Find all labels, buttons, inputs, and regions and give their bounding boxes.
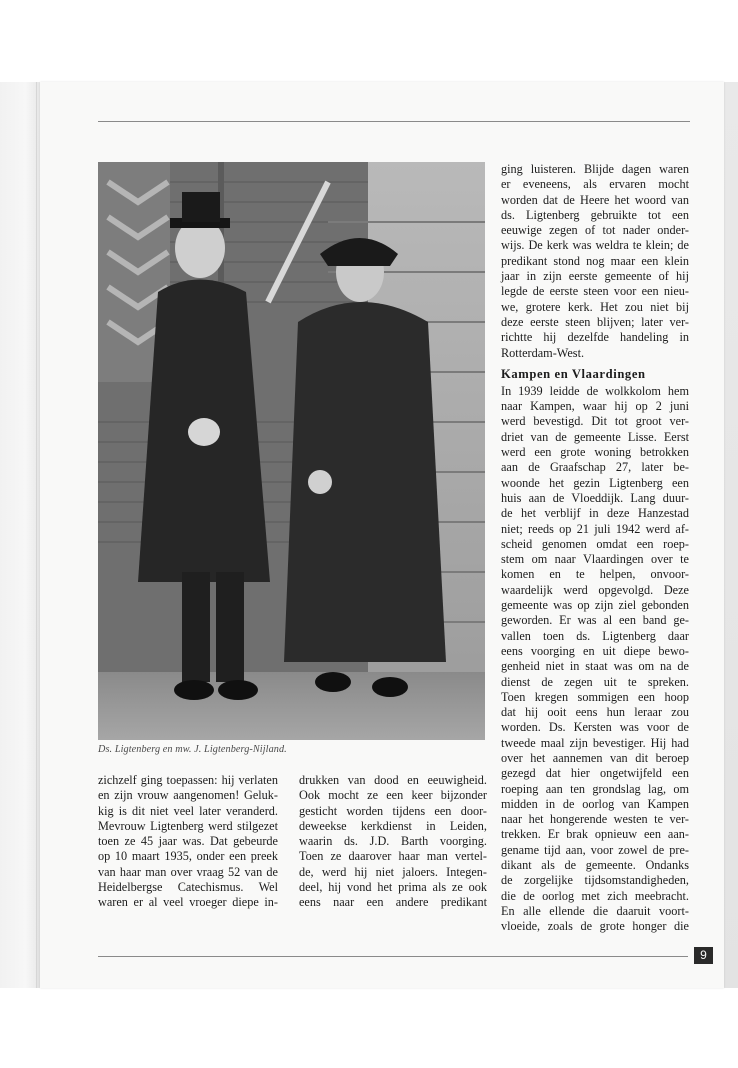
text-line: naar het hongerende westen te ver- bbox=[501, 812, 689, 827]
section-heading: Kampen en Vlaardingen bbox=[501, 366, 646, 381]
text-line: richtte hij dezelfde handeling in bbox=[501, 330, 689, 345]
text-line: op 10 maart 1935, onder een preek bbox=[98, 849, 278, 864]
text-line: gesticht worden tijdens een door- bbox=[299, 803, 487, 818]
text-line: worden dat de Heere het woord van bbox=[501, 192, 689, 207]
text-line: woonde het gezin Ligtenberg een bbox=[501, 475, 689, 490]
text-line: toen ze 45 jaar was. Dat gebeurde bbox=[98, 834, 278, 849]
text-line: gezegd dat hier ongetwijfeld een bbox=[501, 766, 689, 781]
text-line: trekken. Er brak opnieuw een aan- bbox=[501, 827, 689, 842]
section-paragraph bbox=[501, 384, 689, 935]
portrait-photo bbox=[98, 162, 485, 740]
text-line: legde de eerste steen voor een nieu- bbox=[501, 284, 689, 299]
text-line: van haar man over vraag 52 van de bbox=[98, 864, 278, 879]
text-line: kig is dit niet veel later veranderd. bbox=[98, 803, 278, 818]
text-line: Ook mocht ze een keer bijzonder bbox=[299, 788, 487, 803]
text-line: die de oorlog met zich meebracht. bbox=[501, 888, 689, 903]
text-line: geworden. Er was al een band ge- bbox=[501, 613, 689, 628]
text-line: In 1939 leidde de wolkkolom hem bbox=[501, 383, 689, 398]
text-line: deweekse kerkdienst in Leiden, bbox=[299, 818, 487, 833]
text-line: deze eerste steen blijven; later ver- bbox=[501, 314, 689, 329]
text-line: gename tijd aan, voor zowel de pre- bbox=[501, 842, 689, 857]
text-line: er eveneens, als ervaren mocht bbox=[501, 177, 689, 192]
text-line: de het verblijf in deze Hanzestad bbox=[501, 506, 689, 521]
text-line: ds. Ligtenberg gebruikte tot een bbox=[501, 207, 689, 222]
text-line: roeping aan ten grondslag lag, om bbox=[501, 781, 689, 796]
text-column-3 bbox=[501, 162, 689, 935]
text-line: huis aan de Vloeddijk. Lang duur- bbox=[501, 490, 689, 505]
text-line: genheid niet in staat was om na de bbox=[501, 659, 689, 674]
text-line: scheid genomen omdat een roep- bbox=[501, 536, 689, 551]
text-column-2 bbox=[299, 773, 487, 911]
text-line: Rotterdam-West. bbox=[501, 345, 585, 360]
text-line: komen en te helpen, onvoor- bbox=[501, 567, 689, 582]
text-line: dat hij ooit eens hun leraar zou bbox=[501, 705, 689, 720]
text-line: naar Kampen, waar hij op 2 juni bbox=[501, 399, 689, 414]
text-line: predikant stond nog maar een klein bbox=[501, 253, 689, 268]
text-line: Mevrouw Ligtenberg werd stilgezet bbox=[98, 818, 278, 833]
text-line: en zijn vrouw aangenomen! Geluk- bbox=[98, 788, 278, 803]
text-line: niet; reeds op 21 juli 1942 werd af- bbox=[501, 521, 689, 536]
bottom-rule bbox=[98, 956, 688, 957]
text-line: eens naar een andere predikant bbox=[299, 895, 487, 910]
text-line: gemeente was op zijn ziel gebonden bbox=[501, 598, 689, 613]
previous-page-edge bbox=[0, 82, 37, 988]
text-line: Toen kregen sommigen een hoop bbox=[501, 689, 689, 704]
text-line: over het aannemen van dit beroep bbox=[501, 750, 689, 765]
text-line: de, werd hij niet jaloers. Integen- bbox=[299, 864, 487, 879]
photo-caption: Ds. Ligtenberg en mw. J. Ligtenberg-Nijland. bbox=[98, 744, 287, 755]
text-line: wijs. De kerk was weldra te klein; de bbox=[501, 238, 689, 253]
page-number: 9 bbox=[694, 947, 713, 964]
text-line: waardelijk werd opgevolgd. Deze bbox=[501, 582, 689, 597]
text-line: ging luisteren. Blijde dagen waren bbox=[501, 162, 689, 176]
text-line: dikant als de gemeente. Ondanks bbox=[501, 858, 689, 873]
text-line: de zorgelijke tijdsomstandigheden, bbox=[501, 873, 689, 888]
text-line: eens voorging en uit diepe bewo- bbox=[501, 643, 689, 658]
text-line: werd bevestigd. Dit tot groot ver- bbox=[501, 414, 689, 429]
text-line: jaar in zijn eerste gemeente of hij bbox=[501, 269, 689, 284]
text-line: drukken van dood en eeuwigheid. bbox=[299, 773, 487, 787]
text-line: we, grotere kerk. Het zou niet bij bbox=[501, 299, 689, 314]
text-line: vallen toen ds. Ligtenberg daar bbox=[501, 628, 689, 643]
text-line: Toen ze daarover haar man vertel- bbox=[299, 849, 487, 864]
text-line: driet van de gemeente Lisse. Eerst bbox=[501, 429, 689, 444]
text-line: eeuwige zegen of tot nader onder- bbox=[501, 223, 689, 238]
text-line: dienst de zegen uit te spreken. bbox=[501, 674, 689, 689]
text-column-1 bbox=[98, 773, 278, 911]
photo-illustration bbox=[98, 162, 485, 740]
text-line: worden. Ds. Kersten was voor de bbox=[501, 720, 689, 735]
intro-paragraph bbox=[501, 162, 689, 361]
text-line: tweede maal zijn bevestiger. Hij had bbox=[501, 735, 689, 750]
text-line: waren er al veel vroeger diepe in- bbox=[98, 895, 278, 910]
text-line: aan de Graafschap 27, later be- bbox=[501, 460, 689, 475]
text-line: stem om naar Vlaardingen over te bbox=[501, 552, 689, 567]
text-line: En alle ellende die daaruit voort- bbox=[501, 903, 689, 918]
text-line: werd een grote woning betrokken bbox=[501, 445, 689, 460]
text-line: waarin ds. J.D. Barth voorging. bbox=[299, 834, 487, 849]
text-line: zichzelf ging toepassen: hij verlaten bbox=[98, 773, 278, 787]
top-rule bbox=[98, 121, 690, 122]
text-line: midden in de oorlog van Kampen bbox=[501, 796, 689, 811]
text-line: Heidelbergse Catechismus. Wel bbox=[98, 880, 278, 895]
text-line: vloeide, zoals de grote honger die bbox=[501, 919, 689, 934]
text-line: deel, hij vond het prima als ze ook bbox=[299, 880, 487, 895]
